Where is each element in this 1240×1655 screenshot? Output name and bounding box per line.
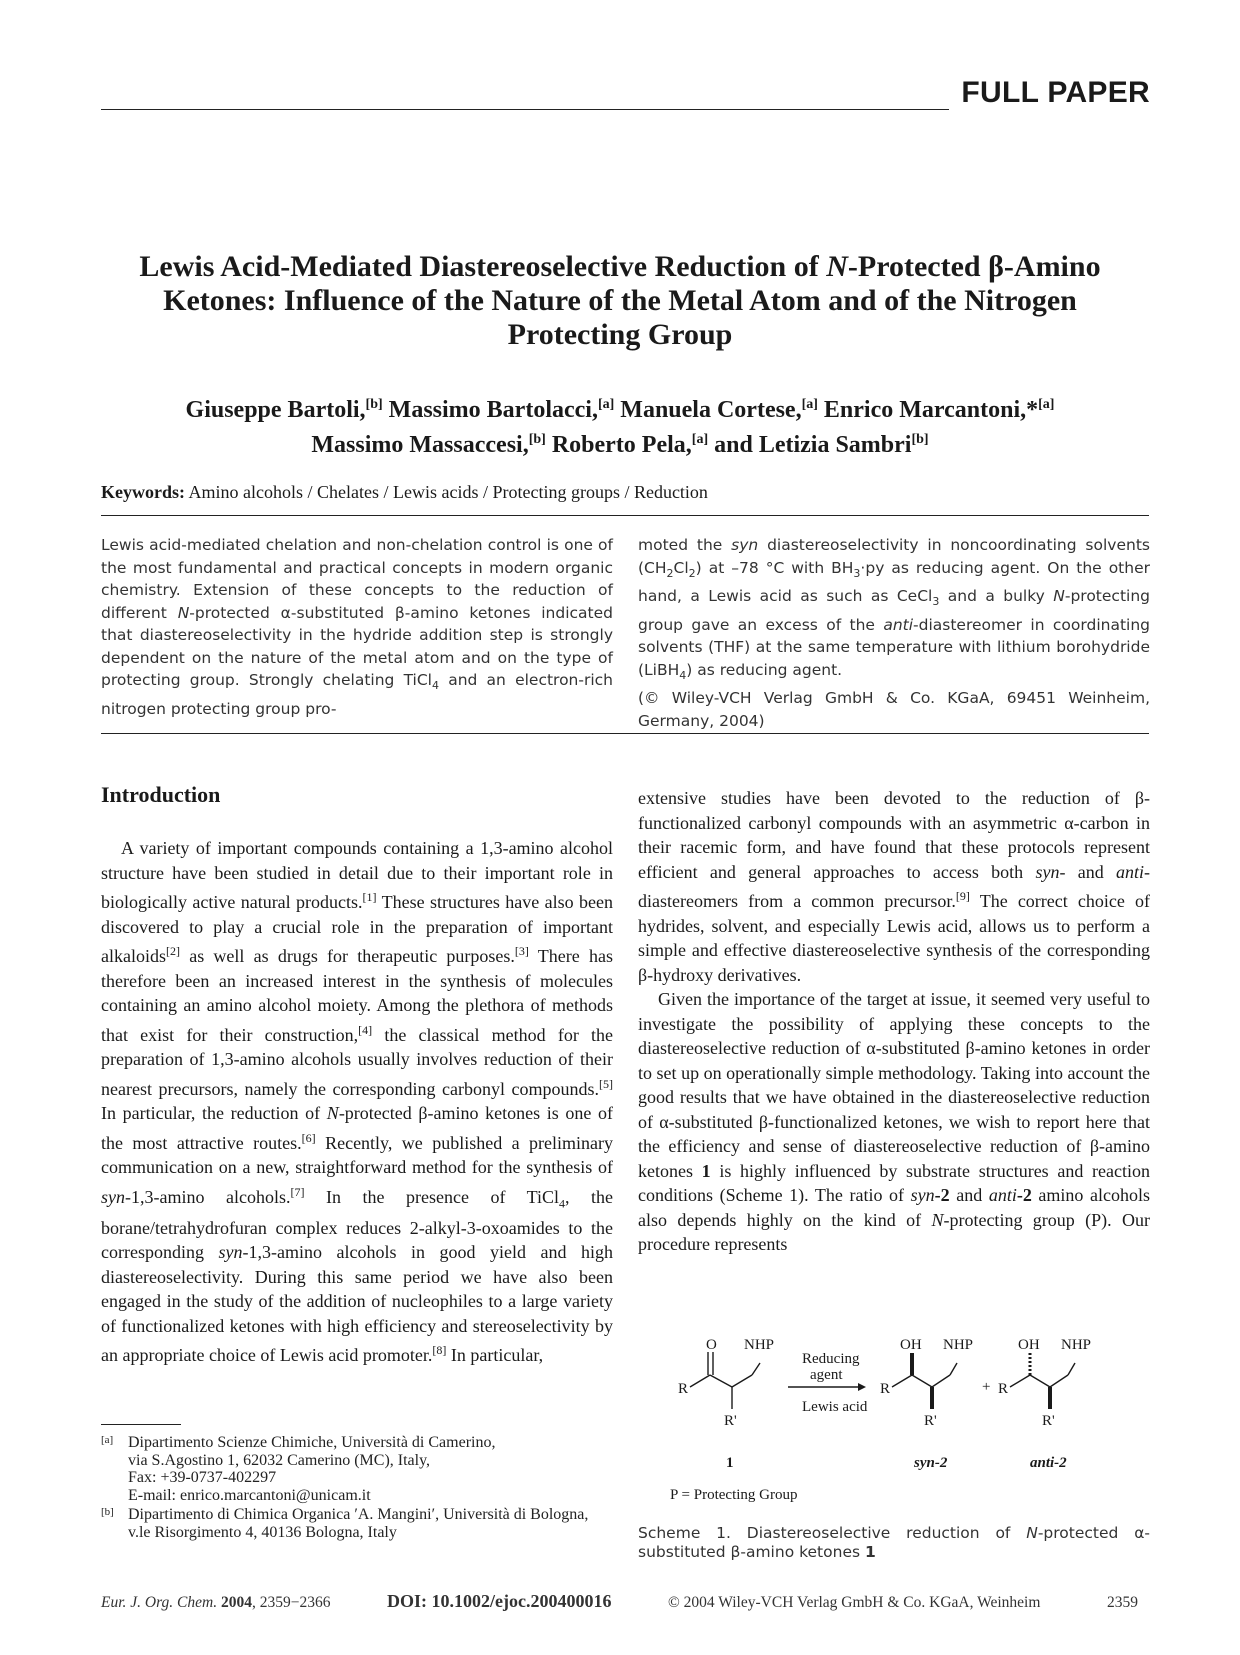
- citation: [9]: [955, 889, 970, 903]
- paragraph: Given the importance of the target at issue, it seemed very useful to investigate the possibility of applying these concepts to the diastereoselective reduction of α-substituted β-amino ketones in order to set up on operationally simple methodology. Taking into account the good results that we have obtained in the diastereoselective reduction of α-substituted β-functionalized ketones, we wish to report here that the efficiency and sense of diastereoselective reduction of β-amino ketones 1 is highly influenced by substrate structures and reaction conditions (Scheme 1). The ratio of syn-2 and anti-2 amino alcohols also depends highly on the kind of N-protecting group (P). Our procedure represents: [638, 989, 1151, 1254]
- bond: [710, 1375, 732, 1387]
- arrow-head: [858, 1383, 866, 1391]
- author-line-2: [100, 425, 1140, 460]
- bond: [1068, 1363, 1075, 1375]
- plus-sign: +: [982, 1379, 991, 1395]
- bond: [1050, 1375, 1068, 1387]
- scheme-caption: Scheme 1. Diastereoselective reduction of N-protected α-substituted β-amino ketones 1: [638, 1524, 1150, 1561]
- keywords-rule: [101, 515, 1149, 516]
- compound-label: syn-2: [914, 1455, 948, 1471]
- atom-label: NHP: [1061, 1337, 1092, 1353]
- citation: [5]: [599, 1076, 613, 1091]
- paragraph: A variety of important compounds containing a 1,3-amino alcohol structure have been studied in detail due to their important role in biologically active natural products.[1] These structures have also been discovered to play a crucial role in the preparation of important alkaloids[2] as well as drugs for therapeutic purposes.[3] There has therefore been an increased interest in the synthesis of molecules containing an amino alcohol moiety. Among the plethora of methods that exist for their construction,[4] the classical method for the preparation of 1,3-amino alcohols usually involves reduction of their nearest precursors, namely the corresponding carbonyl compounds.[5] In particular, the reduction of N-protected β-amino ketones is one of the most attractive routes.[6] Recently, we published a preliminary communication on a new, straightforward method for the synthesis of syn-1,3-amino alcohols.[7] In the presence of TiCl$_4$, the borane/tetrahydrofuran complex reduces 2-alkyl-3-oxoamides to the corresponding syn-1,3-amino alcohols in good yield and high diastereoselectivity. During this same period we have also been engaged in the study of the addition of nucleophiles to a large variety of functionalized ketones with high efficiency and stereoselectivity by an appropriate choice of Lewis acid promoter.[8] In particular,: [101, 838, 613, 1366]
- author-name: Giuseppe Bartoli,: [185, 397, 366, 423]
- author-line-1: [100, 390, 1140, 425]
- scheme-legend: P = Protecting Group: [670, 1487, 798, 1503]
- author-name: Massimo Bartolacci,: [388, 397, 598, 423]
- affiliation-footnotes: [101, 1434, 613, 1543]
- body-left-column: [101, 836, 613, 1368]
- atom-label: O: [706, 1337, 717, 1353]
- author-name: and Letizia Sambri: [714, 432, 912, 458]
- affiliation-mark: [b]: [528, 432, 546, 447]
- header-rule: [101, 109, 949, 110]
- affiliation-mark: [a]: [801, 397, 818, 412]
- section-heading-introduction: Introduction: [101, 782, 221, 807]
- abstract-copyright: (© Wiley-VCH Verlag GmbH & Co. KGaA, 69451 Weinheim, Germany, 2004): [638, 689, 1150, 730]
- footnote-a: [a] Dipartimento Scienze Chimiche, Università di Camerino, via S.Agostino 1, 62032 Camerino (MC), Italy, Fax: +39-0737-402297 E-mail: enrico.marcantoni@unicam.it: [101, 1434, 496, 1504]
- author-name: Roberto Pela,: [551, 432, 692, 458]
- footer-journal-citation: Eur. J. Org. Chem. 2004, 2359−2366: [101, 1594, 331, 1611]
- scheme-1-reaction-diagram: [660, 1335, 1160, 1505]
- footnote-b: [b] Dipartimento di Chimica Organica ′A. Mangini′, Università di Bologna, v.le Risorgimento 4, 40136 Bologna, Italy: [101, 1506, 589, 1541]
- atom-label: R': [924, 1413, 937, 1429]
- reagent-label: Reducing: [802, 1351, 860, 1367]
- atom-label: R: [998, 1381, 1009, 1397]
- footnote-rule: [101, 1424, 181, 1425]
- footer-copyright: © 2004 Wiley-VCH Verlag GmbH & Co. KGaA, Weinheim: [668, 1594, 1041, 1611]
- author-list: [100, 390, 1140, 460]
- keywords-label: Keywords:: [101, 482, 185, 502]
- author-name: Enrico Marcantoni,*: [823, 397, 1039, 423]
- atom-label: R: [880, 1381, 891, 1397]
- affiliation-mark: [b]: [365, 397, 383, 412]
- abstract-rule: [101, 733, 1149, 734]
- abstract-right-column: moted the syn diastereoselectivity in noncoordinating solvents $(CH_2Cl_2)$ at –78 °C with $BH_3\cdot py$ as reducing agent. On the other hand, a Lewis acid as such as CeCl$_3$ and a bulky N-protecting group gave an excess of the anti-diastereomer in coordinating solvents (THF) at the same temperature with lithium borohydride (LiBH$_4$) as reducing agent. (© Wiley-VCH Verlag GmbH & Co. KGaA, 69451 Weinheim, Germany, 2004): [638, 536, 1150, 730]
- author-name: Manuela Cortese,: [620, 397, 802, 423]
- keywords: [101, 482, 1151, 503]
- atom-label: NHP: [943, 1337, 974, 1353]
- bond: [932, 1375, 950, 1387]
- atom-label: R': [724, 1413, 737, 1429]
- page-number: 2359: [1107, 1594, 1138, 1611]
- atom-label: NHP: [744, 1337, 775, 1353]
- bond: [1030, 1375, 1050, 1387]
- atom-label: R': [1042, 1413, 1055, 1429]
- bond: [690, 1375, 710, 1387]
- footer-doi[interactable]: DOI: 10.1002/ejoc.200400016: [387, 1591, 612, 1611]
- bond: [892, 1375, 912, 1387]
- citation: [2]: [166, 944, 180, 958]
- atom-label: OH: [1018, 1337, 1040, 1353]
- compound-label: 1: [726, 1455, 734, 1471]
- affiliation-mark: [b]: [911, 432, 929, 447]
- abstract-left-column: Lewis acid-mediated chelation and non-chelation control is one of the most fundamental and practical concepts in modern organic chemistry. Extension of these concepts to the reduction of different N-protected α-substituted β-amino ketones indicated that diastereoselectivity in the hydride addition step is strongly dependent on the nature of the metal atom and on the type of protecting group. Strongly chelating TiCl$_4$ and an electron-rich nitrogen protecting group pro-: [101, 536, 614, 718]
- citation: [7]: [290, 1184, 305, 1199]
- atom-label: OH: [900, 1337, 922, 1353]
- bond: [912, 1375, 932, 1387]
- citation: [3]: [514, 944, 529, 958]
- body-right-column: [638, 786, 1150, 1257]
- article-title: Lewis Acid-Mediated Diastereoselective Reduction of N-Protected β-Amino Ketones: Influence of the Nature of the Metal Atom and of the Nitrogen Protecting Group: [139, 250, 1101, 351]
- citation: [4]: [358, 1022, 373, 1037]
- bond: [732, 1375, 752, 1387]
- bond: [1010, 1375, 1030, 1387]
- affiliation-mark: [a]: [1038, 397, 1055, 412]
- affiliation-mark: [a]: [597, 397, 615, 412]
- compound-label: anti-2: [1030, 1455, 1067, 1471]
- citation: [6]: [301, 1130, 316, 1145]
- bond: [752, 1363, 760, 1375]
- section-label: FULL PAPER: [961, 76, 1150, 109]
- keywords-list: Amino alcohols / Chelates / Lewis acids / Protecting groups / Reduction: [188, 482, 708, 502]
- reagent-label: agent: [810, 1367, 843, 1383]
- atom-label: R: [678, 1381, 689, 1397]
- bond: [950, 1363, 957, 1375]
- paragraph: extensive studies have been devoted to the reduction of β-functionalized carbonyl compounds with an asymmetric α-carbon in their racemic form, and have found that these protocols represent efficient and general approaches to access both syn- and anti-diastereomers from a common precursor.[9] The correct choice of hydrides, solvent, and especially Lewis acid, allows us to perform a simple and effective diastereoselective synthesis of the corresponding β-hydroxy derivatives.: [638, 788, 1151, 985]
- citation: [1]: [362, 890, 377, 904]
- reagent-label: Lewis acid: [802, 1399, 868, 1415]
- author-name: Massimo Massaccesi,: [311, 432, 529, 458]
- citation: [8]: [432, 1343, 447, 1358]
- affiliation-mark: [a]: [691, 432, 709, 447]
